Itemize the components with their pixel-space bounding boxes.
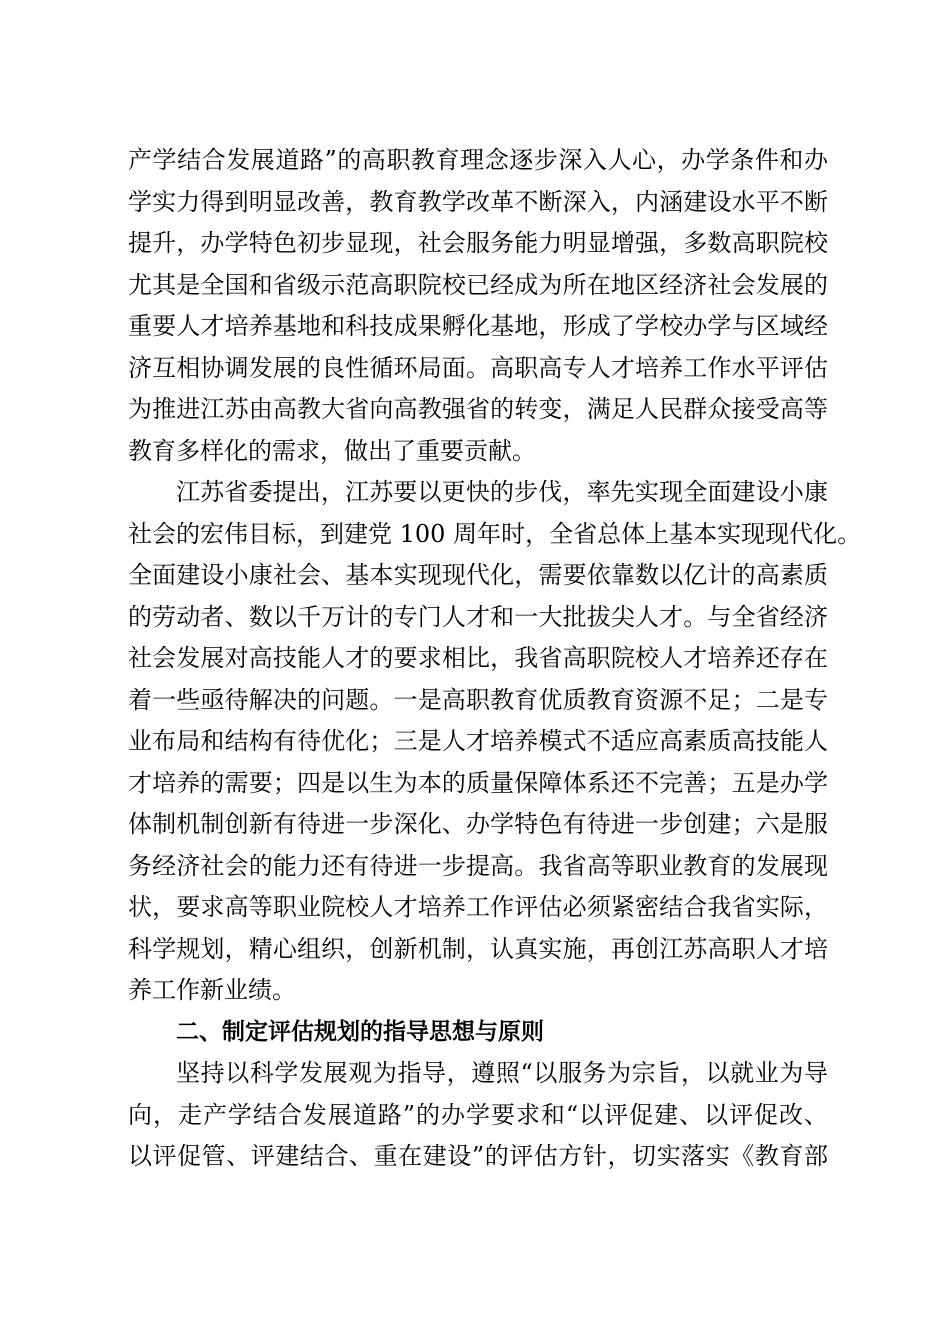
text-line: 为推进江苏由高教大省向高教强省的转变，满足人民群众接受高等 bbox=[128, 395, 828, 423]
text-line: 向，走产学结合发展道路”的办学要求和“以评促建、以评促改、 bbox=[128, 1100, 828, 1129]
text-line: 坚持以科学发展观为指导，遵照“以服务为宗旨，以就业为导 bbox=[176, 1059, 828, 1087]
text-line: 科学规划，精心组织，创新机制，认真实施，再创江苏高职人才培 bbox=[128, 934, 828, 963]
text-line: 提升，办学特色初步显现，社会服务能力明显增强，多数高职院校 bbox=[128, 229, 828, 257]
text-line: 的劳动者、数以千万计的专门人才和一大批拔尖人才。与全省经济 bbox=[128, 602, 828, 631]
text-line: 尤其是全国和省级示范高职院校已经成为所在地区经济社会发展的 bbox=[128, 270, 828, 299]
document-body bbox=[128, 140, 862, 1178]
text-line: 学实力得到明显改善，教育教学改革不断深入，内涵建设水平不断 bbox=[128, 187, 828, 216]
text-line: 业布局和结构有待优化；三是人才培养模式不适应高素质高技能人 bbox=[128, 727, 828, 755]
paragraph-2 bbox=[128, 472, 862, 1012]
paragraph-3 bbox=[128, 1053, 828, 1178]
text-line: 济互相协调发展的良性循环局面。高职高专人才培养工作水平评估 bbox=[128, 353, 828, 382]
text-line: 江苏省委提出，江苏要以更快的步伐，率先实现全面建设小康 bbox=[176, 478, 828, 506]
text-line: 体制机制创新有待进一步深化、办学特色有待进一步创建；六是服 bbox=[128, 810, 828, 838]
text-line: 社会的宏伟目标，到建党 100 周年时，全省总体上基本实现现代化。 bbox=[128, 519, 862, 548]
text-line: 全面建设小康社会、基本实现现代化，需要依靠数以亿计的高素质 bbox=[128, 561, 828, 589]
text-line: 重要人才培养基地和科技成果孵化基地，形成了学校办学与区域经 bbox=[128, 312, 828, 340]
text-line: 社会发展对高技能人才的要求相比，我省高职院校人才培养还存在 bbox=[128, 644, 828, 672]
section-heading: 二、制定评估规划的指导思想与原则 bbox=[176, 1018, 544, 1045]
text-line: 务经济社会的能力还有待进一步提高。我省高等职业教育的发展现 bbox=[128, 851, 828, 880]
text-line: 才培养的需要；四是以生为本的质量保障体系还不完善；五是办学 bbox=[128, 768, 828, 797]
text-line: 教育多样化的需求，做出了重要贡献。 bbox=[128, 436, 536, 465]
text-line: 产学结合发展道路”的高职教育理念逐步深入人心，办学条件和办 bbox=[128, 146, 828, 174]
text-line: 以评促管、评建结合、重在建设”的评估方针，切实落实《教育部 bbox=[128, 1142, 828, 1170]
text-line: 着一些亟待解决的问题。一是高职教育优质教育资源不足；二是专 bbox=[128, 685, 828, 714]
text-line: 状，要求高等职业院校人才培养工作评估必须紧密结合我省实际， bbox=[128, 893, 828, 921]
text-line: 养工作新业绩。 bbox=[128, 976, 296, 1004]
paragraph-1 bbox=[128, 140, 828, 472]
